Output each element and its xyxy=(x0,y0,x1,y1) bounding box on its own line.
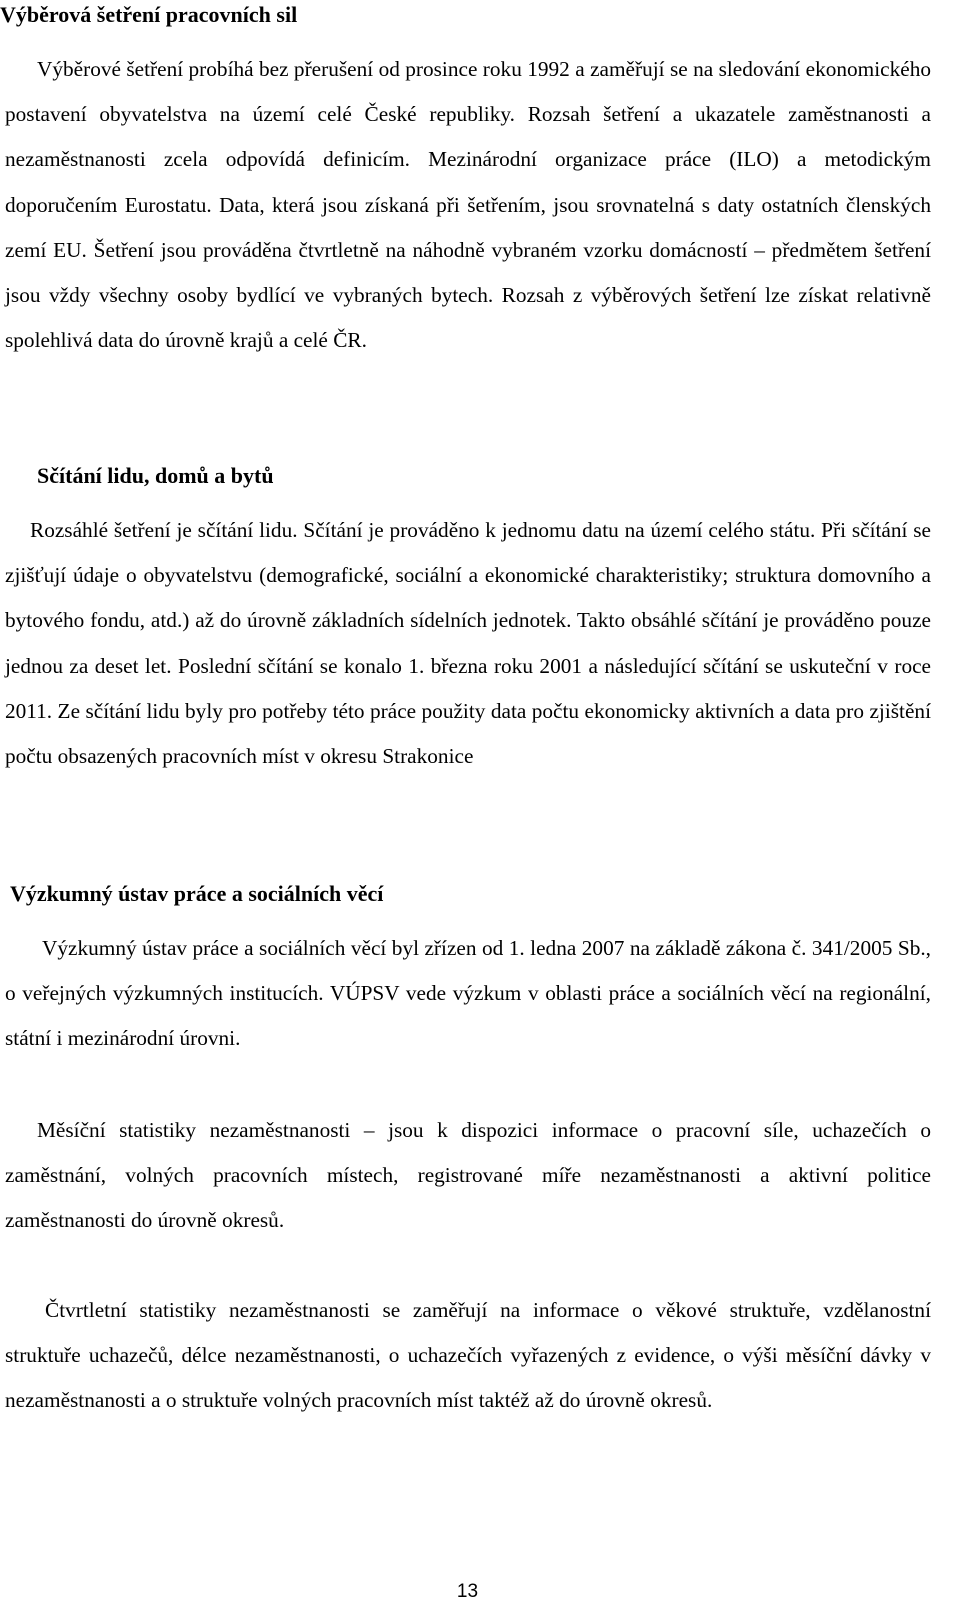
paragraph-monthly-statistics: Měsíční statistiky nezaměstnanosti – jsou k dispozici informace o pracovní síle, uchazečích o zaměstnání, volných pracovních místech, registrované míře nezaměstnanosti a aktivní politice zaměstnanosti do úrovně okresů. xyxy=(5,1118,931,1233)
section-heading-research-institute: Výzkumný ústav práce a sociálních věcí xyxy=(10,881,384,906)
paragraph-census: Rozsáhlé šetření je sčítání lidu. Sčítání je prováděno k jednomu datu na území celého státu. Při sčítání se zjišťují údaje o obyvatelstvu (demografické, sociální a ekonomické charakteristiky; struktura domovního a bytového fondu, atd.) až do úrovně základních sídelních jednotek. Takto obsáhlé sčítání je prováděno pouze jednou za deset let. Poslední sčítání se konalo 1. března roku 2001 a následující sčítání se uskuteční v roce 2011. Ze sčítání lidu byly pro potřeby této práce použity data počtu ekonomicky aktivních a data pro zjištění počtu obsazených pracovních míst v okresu Strakonice xyxy=(5,518,931,769)
page-number: 13 xyxy=(456,1581,479,1602)
section-heading-census: Sčítání lidu, domů a bytů xyxy=(37,463,274,488)
paragraph-research-institute: Výzkumný ústav práce a sociálních věcí byl zřízen od 1. ledna 2007 na základě zákona č. 341/2005 Sb., o veřejných výzkumných institucích. VÚPSV vede výzkum v oblasti práce a sociálních věcí na regionální, státní i mezinárodní úrovni. xyxy=(5,936,931,1051)
section-heading-labour-force-survey: Výběrová šetření pracovních sil xyxy=(0,2,298,27)
paragraph-quarterly-statistics: Čtvrtletní statistiky nezaměstnanosti se zaměřují na informace o věkové struktuře, vzdělanostní struktuře uchazečů, délce nezaměstnanosti, o uchazečích vyřazených z evidence, o výši měsíční dávky v nezaměstnanosti a o struktuře volných pracovních míst taktéž až do úrovně okresů. xyxy=(5,1298,931,1413)
paragraph-labour-force-survey: Výběrové šetření probíhá bez přerušení od prosince roku 1992 a zaměřují se na sledování ekonomického postavení obyvatelstva na území celé České republiky. Rozsah šetření a ukazatele zaměstnanosti a nezaměstnanosti zcela odpovídá definicím. Mezinárodní organizace práce (ILO) a metodickým doporučením Eurostatu. Data, která jsou získaná při šetřením, jsou srovnatelná s daty ostatních členských zemí EU. Šetření jsou prováděna čtvrtletně na náhodně vybraném vzorku domácností – předmětem šetření jsou vždy všechny osoby bydlící ve vybraných bytech. Rozsah z výběrových šetření lze získat relativně spolehlivá data do úrovně krajů a celé ČR. xyxy=(5,57,931,353)
